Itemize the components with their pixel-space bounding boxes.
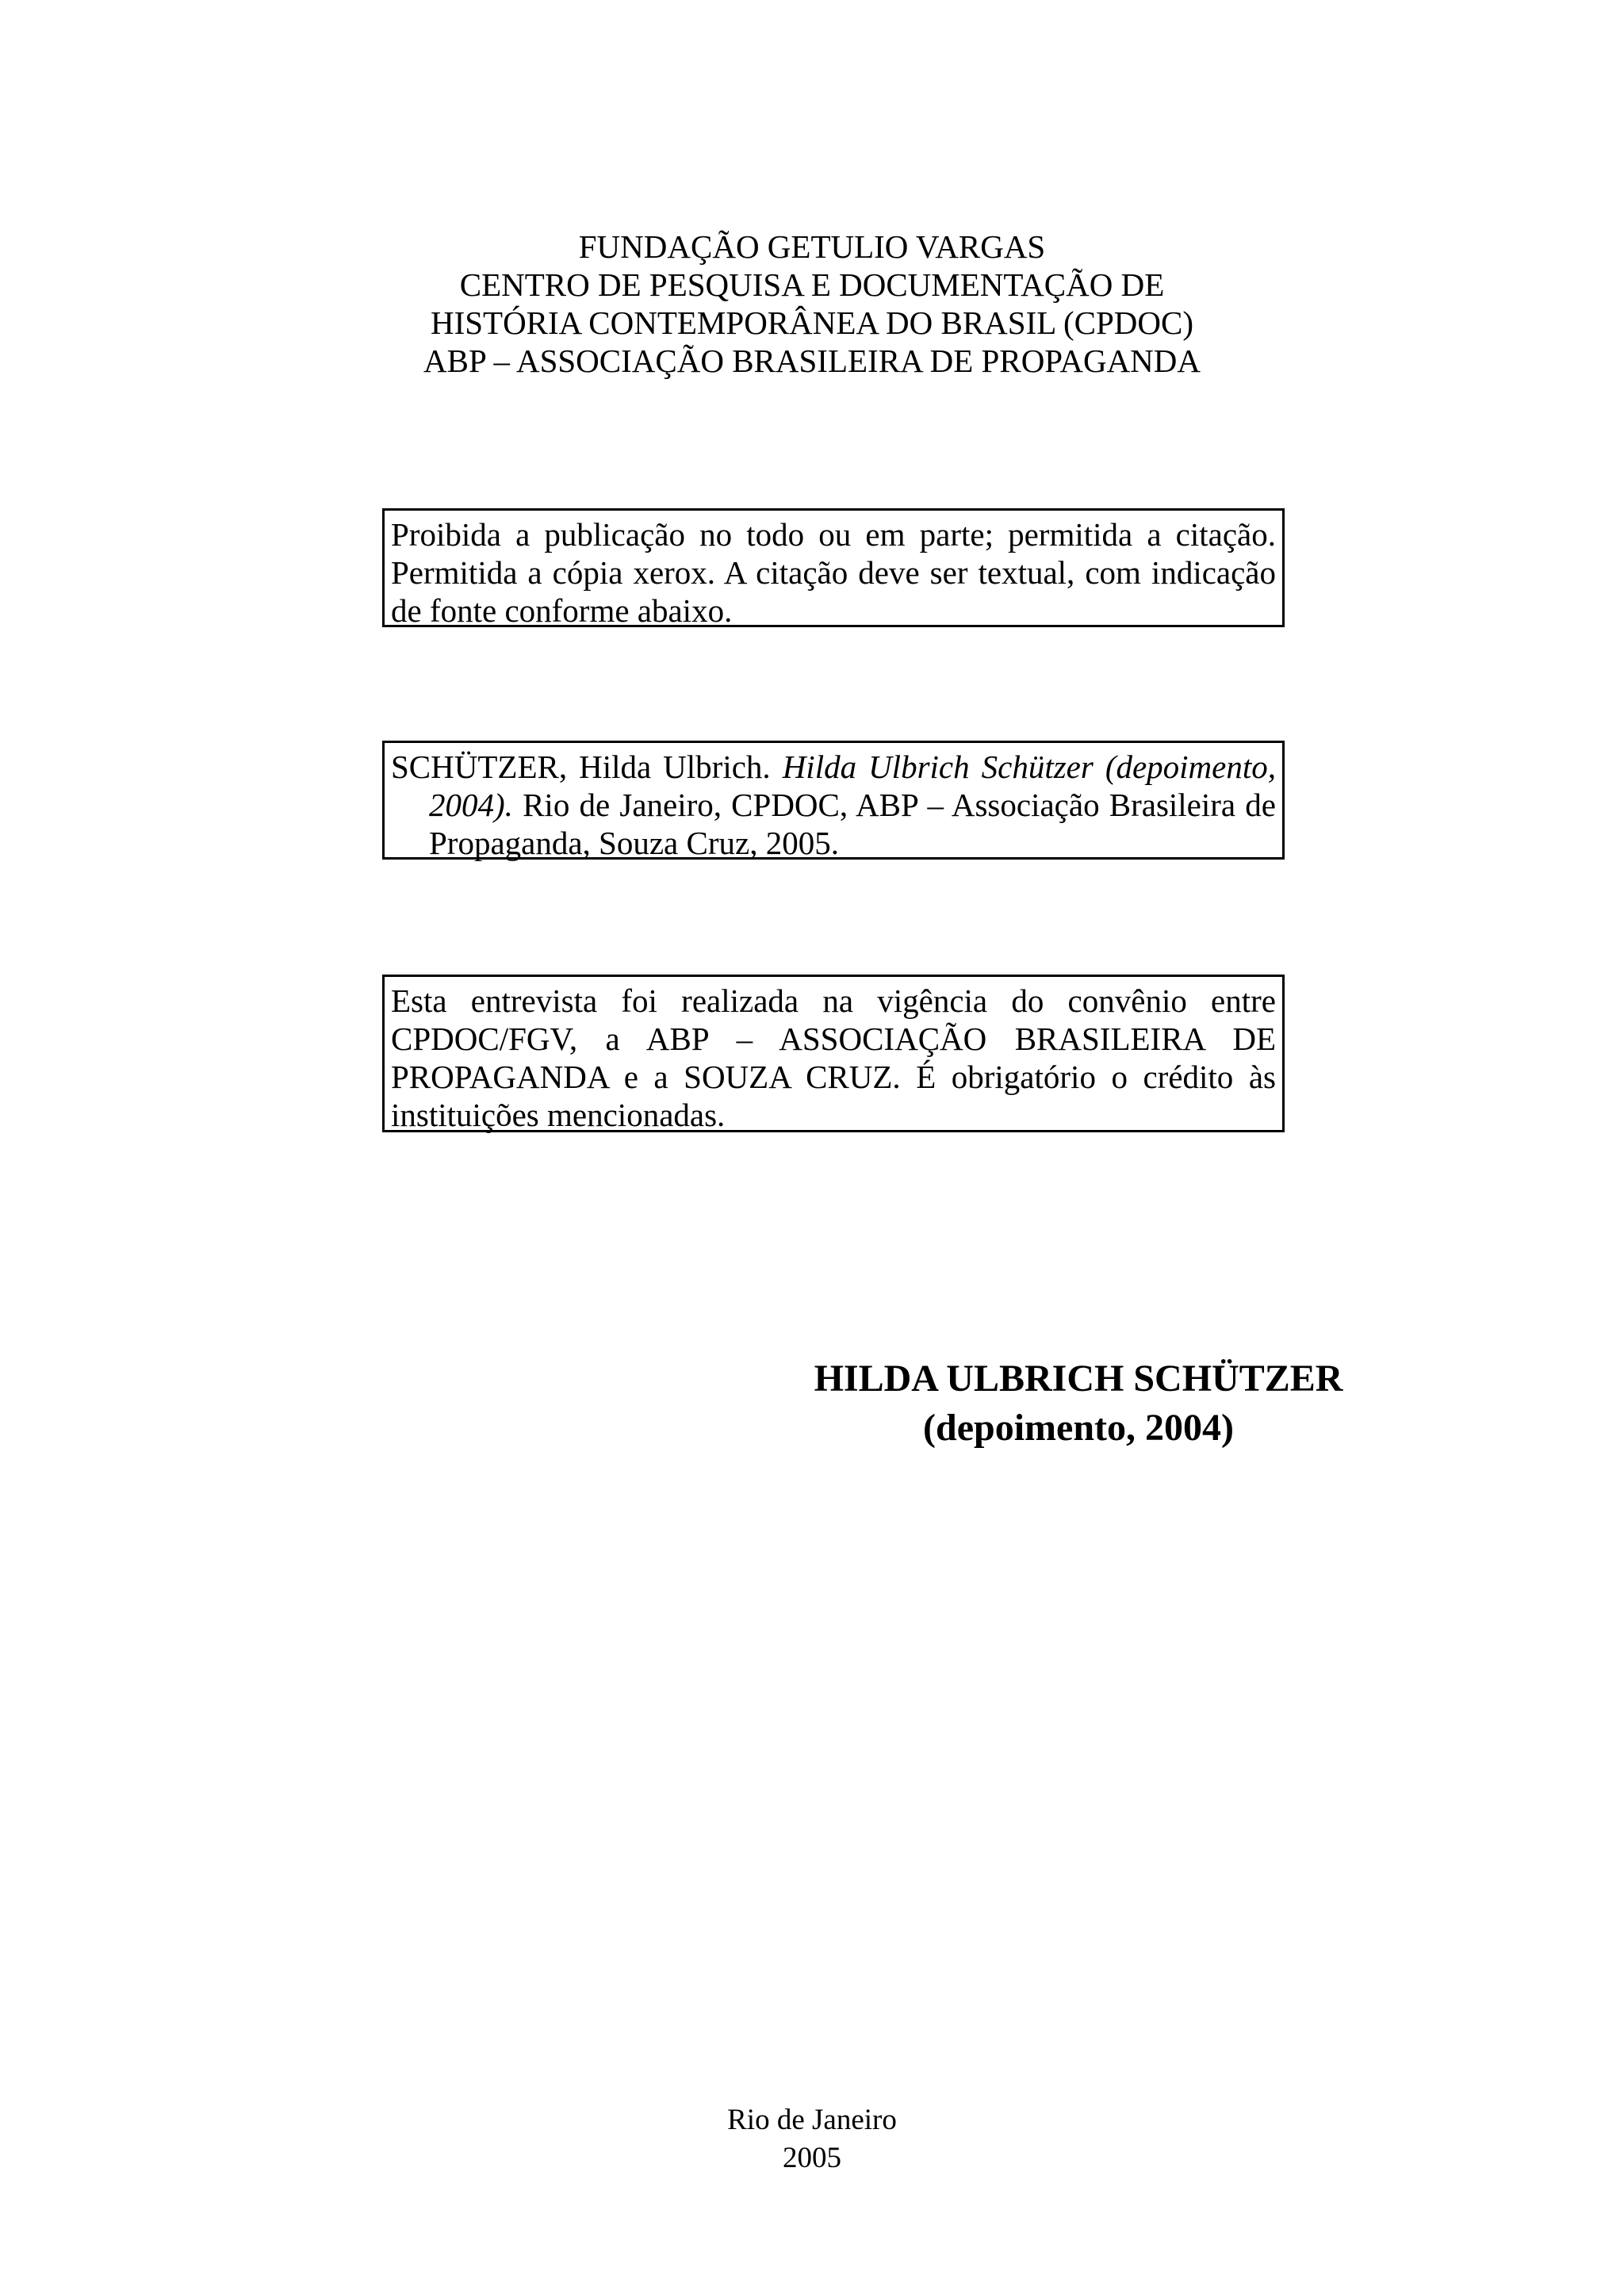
citation-publisher-cont: de Propaganda, Souza Cruz, 2005. <box>429 787 1276 861</box>
citation-author: SCHÜTZER, Hilda Ulbrich. <box>391 749 771 785</box>
institution-header <box>0 228 1624 380</box>
agreement-notice-box <box>382 975 1285 1132</box>
citation-title-year: 2004). <box>429 787 513 823</box>
citation-box <box>382 741 1285 860</box>
agreement-notice-line: CPDOC/FGV, a ABP – ASSOCIAÇÃO BRASILEIRA DE <box>391 1021 1276 1057</box>
rights-notice-line: Proibida a publicação no todo ou em parte; permitida a citação. <box>391 516 1276 553</box>
rights-notice-line: Permitida a cópia xerox. A citação deve ser textual, com indicação <box>391 554 1276 591</box>
citation-title: Hilda Ulbrich Schützer (depoimento, <box>782 749 1277 785</box>
interview-subtitle: (depoimento, 2004) <box>923 1407 1234 1449</box>
publication-year: 2005 <box>783 2142 841 2174</box>
citation-reference <box>391 748 1277 862</box>
rights-notice-box <box>382 508 1285 627</box>
header-line-cpdoc-1: CENTRO DE PESQUISA E DOCUMENTAÇÃO DE <box>459 266 1165 303</box>
interviewee-name: HILDA ULBRICH SCHÜTZER <box>814 1358 1343 1400</box>
interview-title <box>745 1354 1411 1453</box>
publication-city: Rio de Janeiro <box>727 2104 897 2136</box>
agreement-notice-line: instituições mencionadas. <box>391 1097 726 1133</box>
rights-notice-line: de fonte conforme abaixo. <box>391 592 733 629</box>
publication-footer <box>0 2101 1624 2177</box>
citation-publisher: Rio de Janeiro, CPDOC, ABP – Associação Brasileira <box>523 787 1236 823</box>
header-line-fgv: FUNDAÇÃO GETULIO VARGAS <box>578 228 1046 265</box>
agreement-notice-line: Esta entrevista foi realizada na vigência do convênio entre <box>391 982 1276 1019</box>
header-line-abp: ABP – ASSOCIAÇÃO BRASILEIRA DE PROPAGANDA <box>423 343 1201 379</box>
agreement-notice-line: PROPAGANDA e a SOUZA CRUZ. É obrigatório o crédito às <box>391 1059 1276 1095</box>
header-line-cpdoc-2: HISTÓRIA CONTEMPORÂNEA DO BRASIL (CPDOC) <box>430 304 1194 341</box>
